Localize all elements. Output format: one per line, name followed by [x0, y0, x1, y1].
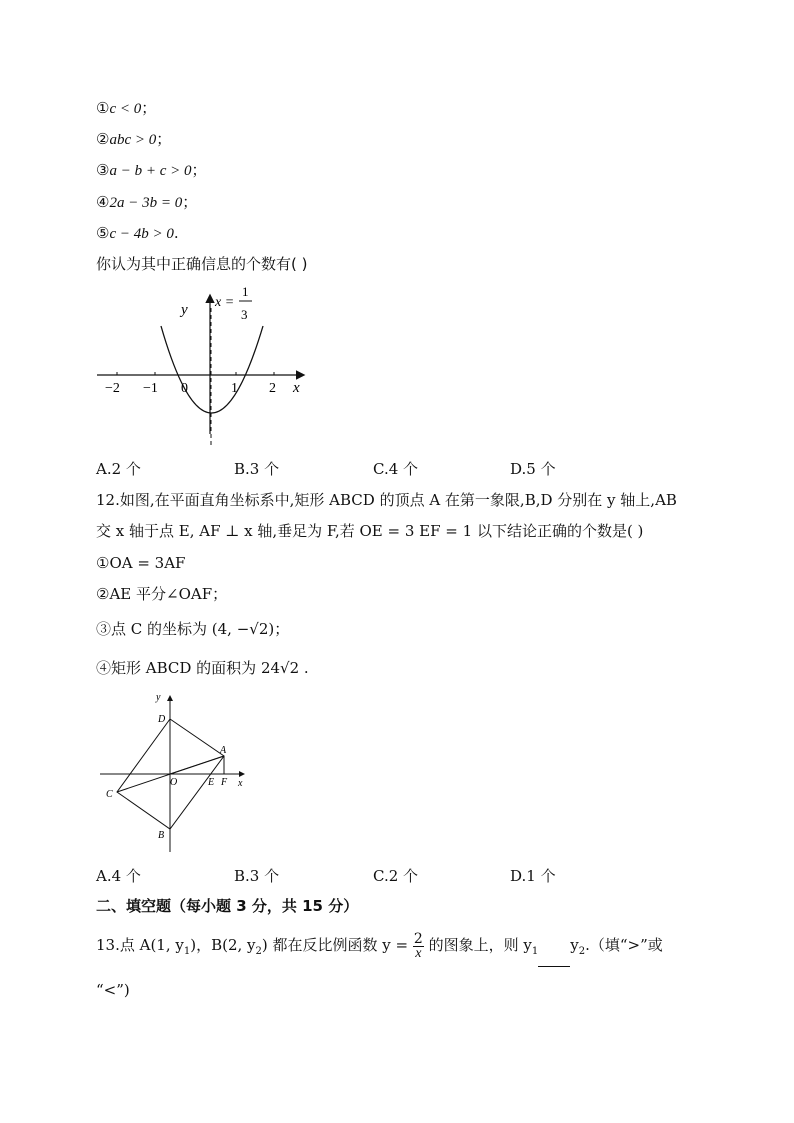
q11-axis-eq: x = [215, 295, 235, 310]
svg-text:O: O [170, 777, 178, 788]
q12-item-4: ④矩形 ABCD 的面积为 24√2 . [96, 659, 309, 677]
svg-text:D: D [158, 714, 166, 725]
q13-fraction: $\frac{2}{x}$ [413, 930, 423, 961]
q11-axis-den: 3 [241, 307, 248, 322]
q12-option-d: D.1 个 [510, 867, 556, 885]
q11-tick-0: 0 [181, 381, 188, 396]
svg-text:C: C [106, 789, 113, 800]
q11-y-label: y [181, 302, 188, 318]
q12-option-c: C.2 个 [373, 867, 419, 885]
q11-option-d: D.5 个 [510, 460, 556, 478]
q12-item-2: ②AE 平分∠OAF； [96, 585, 228, 603]
q13-answer-blank[interactable] [538, 952, 570, 967]
svg-text:E: E [208, 777, 215, 788]
q11-item-3: ③a − b + c > 0； [96, 161, 207, 179]
section-fill-in-title: 二、填空题（每小题 3 分，共 15 分） [96, 897, 359, 915]
q11-axis-num: 1 [242, 284, 249, 299]
q12-rectangle-figure [98, 688, 258, 856]
q11-tick-neg1: −1 [143, 381, 158, 396]
q12-stem-line1: 12.如图,在平面直角坐标系中,矩形 ABCD 的顶点 A 在第一象限,B,D 分别在 y 轴上,AB [96, 491, 677, 509]
q11-item-2: ②abc > 0； [96, 130, 172, 148]
svg-text:x: x [238, 778, 243, 789]
svg-text:F: F [221, 777, 228, 788]
q11-item-4: ④2a − 3b = 0； [96, 193, 198, 211]
q11-tick-1: 1 [231, 381, 238, 396]
svg-text:y: y [156, 692, 161, 703]
q11-option-b: B.3 个 [234, 460, 280, 478]
q12-item-3: ③点 C 的坐标为 (4, −√2)； [96, 620, 290, 638]
q11-x-label: x [293, 380, 300, 396]
q11-parabola [161, 326, 263, 413]
q12-segment-oa [170, 756, 224, 774]
q12-item-1: ①OA = 3AF [96, 554, 186, 572]
q11-item-1: ①c < 0； [96, 99, 157, 117]
q11-tick-neg2: −2 [105, 381, 120, 396]
q12-stem-line2: 交 x 轴于点 E, AF ⊥ x 轴,垂足为 F,若 OE = 3 EF = 1 以下结论正确的个数是( ) [96, 522, 644, 540]
svg-text:A: A [220, 745, 227, 756]
q11-option-a: A.2 个 [96, 460, 141, 478]
q12-option-b: B.3 个 [234, 867, 280, 885]
q11-tick-2: 2 [269, 381, 276, 396]
q11-item-5: ⑤c − 4b > 0. [96, 224, 179, 242]
q13-line1: 13.点 A(1, $y_1$)，B(2, $y_2$) 都在反比例函数 y = $\frac{2}{x}$ 的图象上，则 $y_1$ $y_2$.（填“>”或 [96, 930, 663, 967]
svg-text:B: B [158, 830, 165, 841]
q13-line2: “<”) [96, 981, 130, 999]
q11-parabola-graph [95, 282, 315, 454]
q12-option-a: A.4 个 [96, 867, 141, 885]
q11-option-c: C.4 个 [373, 460, 419, 478]
q11-question: 你认为其中正确信息的个数有( ) [96, 255, 308, 273]
